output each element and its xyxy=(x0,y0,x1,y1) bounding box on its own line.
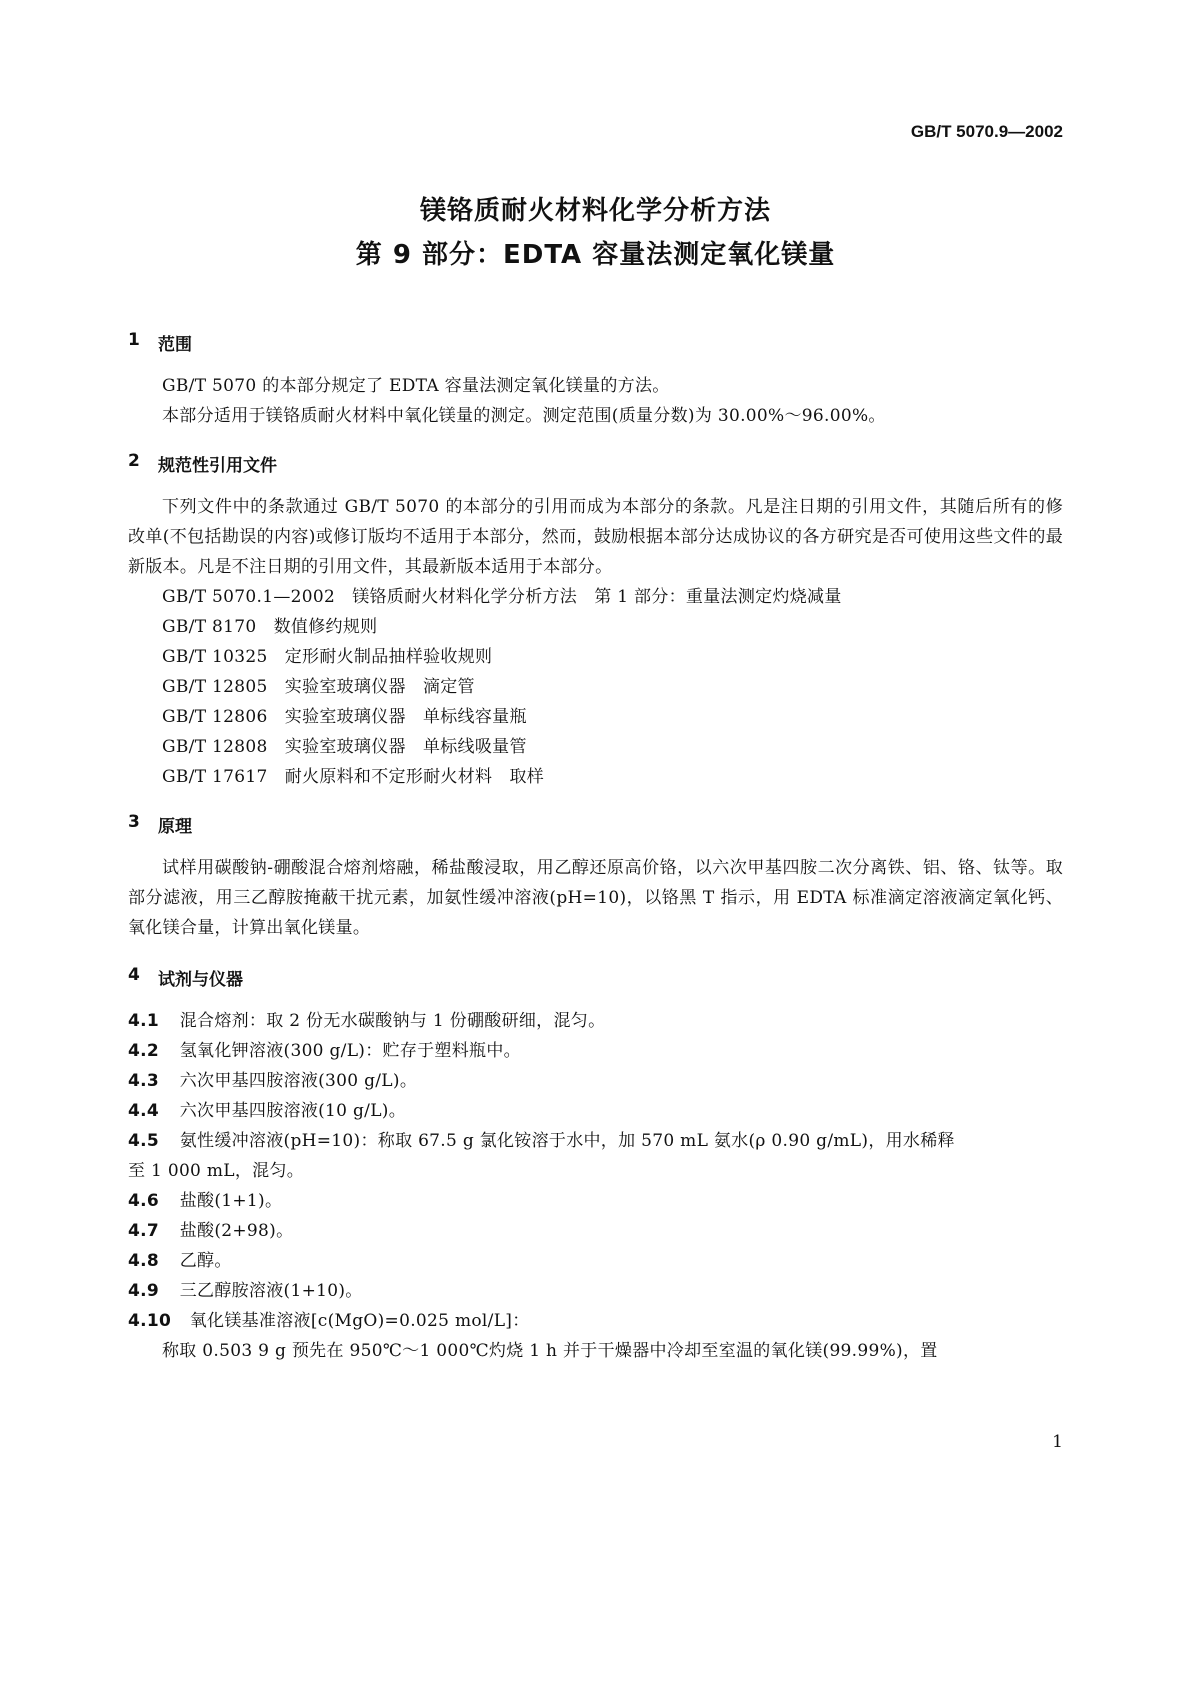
reagent-item xyxy=(128,1066,1063,1096)
item-text: 盐酸(2+98)。 xyxy=(179,1221,294,1241)
reagent-item-subtext: 称取 0.503 9 g 预先在 950℃～1 000℃灼烧 1 h 并于干燥器中冷却至室温的氧化镁(99.99%)，置 xyxy=(162,1341,938,1361)
section-1-heading xyxy=(128,330,1063,355)
item-text: 六次甲基四胺溶液(10 g/L)。 xyxy=(179,1101,407,1121)
normative-reference: GB/T 8170 数值修约规则 xyxy=(162,617,378,637)
item-text: 混合熔剂：取 2 份无水碳酸钠与 1 份硼酸研细，混匀。 xyxy=(179,1011,606,1031)
reagent-item xyxy=(128,1096,1063,1126)
section-title: 原理 xyxy=(158,817,192,837)
reagent-item xyxy=(128,1246,1063,1276)
normative-reference: GB/T 5070.1—2002 镁铬质耐火材料化学分析方法 第 1 部分：重量法测定灼烧减量 xyxy=(162,587,842,607)
document-body xyxy=(128,330,1063,1366)
normative-reference: GB/T 12805 实验室玻璃仪器 滴定管 xyxy=(162,677,475,697)
item-number: 4.1 xyxy=(128,1011,160,1031)
standard-code: GB/T 5070.9—2002 xyxy=(910,122,1063,141)
reagent-item xyxy=(128,1126,1063,1156)
normative-reference: GB/T 12808 实验室玻璃仪器 单标线吸量管 xyxy=(162,737,527,757)
item-number: 4.5 xyxy=(128,1131,160,1151)
item-number: 4.6 xyxy=(128,1191,160,1211)
section-number: 4 xyxy=(128,965,140,985)
section-number: 1 xyxy=(128,330,140,350)
section-number: 3 xyxy=(128,812,140,832)
item-text: 氨性缓冲溶液(pH=10)：称取 67.5 g 氯化铵溶于水中，加 570 mL 氨水(ρ 0.90 g/mL)，用水稀释 xyxy=(179,1131,955,1151)
item-number: 4.10 xyxy=(128,1311,172,1331)
normative-reference: GB/T 12806 实验室玻璃仪器 单标线容量瓶 xyxy=(162,707,527,727)
item-number: 4.8 xyxy=(128,1251,160,1271)
document-title-line2: 第 9 部分：EDTA 容量法测定氧化镁量 xyxy=(355,240,836,270)
item-text: 乙醇。 xyxy=(179,1251,232,1271)
item-number: 4.3 xyxy=(128,1071,160,1091)
reagent-item xyxy=(128,1306,1063,1336)
item-text: 氢氧化钾溶液(300 g/L)：贮存于塑料瓶中。 xyxy=(179,1041,521,1061)
reagent-item xyxy=(128,1276,1063,1306)
section-1-para: 本部分适用于镁铬质耐火材料中氧化镁量的测定。测定范围(质量分数)为 30.00%～96.00%。 xyxy=(162,406,886,426)
section-title: 范围 xyxy=(158,335,192,355)
section-4-heading xyxy=(128,965,1063,990)
item-text: 盐酸(1+1)。 xyxy=(179,1191,283,1211)
item-text: 六次甲基四胺溶液(300 g/L)。 xyxy=(179,1071,418,1091)
page-number: 1 xyxy=(1052,1432,1063,1452)
section-2-heading xyxy=(128,451,1063,476)
item-text: 三乙醇胺溶液(1+10)。 xyxy=(179,1281,363,1301)
normative-reference: GB/T 17617 耐火原料和不定形耐火材料 取样 xyxy=(162,767,545,787)
section-1-para: GB/T 5070 的本部分规定了 EDTA 容量法测定氧化镁量的方法。 xyxy=(162,376,670,396)
normative-reference: GB/T 10325 定形耐火制品抽样验收规则 xyxy=(162,647,493,667)
document-title-line1: 镁铬质耐火材料化学分析方法 xyxy=(419,196,771,226)
section-3-heading xyxy=(128,812,1063,837)
section-title: 试剂与仪器 xyxy=(158,970,243,990)
item-number: 4.2 xyxy=(128,1041,160,1061)
item-number: 4.4 xyxy=(128,1101,160,1121)
item-number: 4.7 xyxy=(128,1221,160,1241)
reagent-item-continuation: 至 1 000 mL，混匀。 xyxy=(128,1161,305,1181)
reagent-item xyxy=(128,1036,1063,1066)
reagent-item xyxy=(128,1186,1063,1216)
section-title: 规范性引用文件 xyxy=(158,456,277,476)
item-text: 氧化镁基准溶液[c(MgO)=0.025 mol/L]： xyxy=(189,1311,530,1331)
section-3-text: 试样用碳酸钠-硼酸混合熔剂熔融，稀盐酸浸取，用乙醇还原高价铬，以六次甲基四胺二次分离铁、铝、铬、钛等。取部分滤液，用三乙醇胺掩蔽干扰元素，加氨性缓冲溶液(pH=10)，以铬黑 T 指示，用 EDTA 标准滴定溶液滴定氧化钙、氧化镁合量，计算出氧化镁量。 xyxy=(128,858,1063,938)
item-number: 4.9 xyxy=(128,1281,160,1301)
section-number: 2 xyxy=(128,451,140,471)
reagent-item xyxy=(128,1006,1063,1036)
reagent-item xyxy=(128,1216,1063,1246)
section-2-intro: 下列文件中的条款通过 GB/T 5070 的本部分的引用而成为本部分的条款。凡是注日期的引用文件，其随后所有的修改单(不包括勘误的内容)或修订版均不适用于本部分，然而，鼓励根据本部分达成协议的各方研究是否可使用这些文件的最新版本。凡是不注日期的引用文件，其最新版本适用于本部分。 xyxy=(128,497,1063,577)
